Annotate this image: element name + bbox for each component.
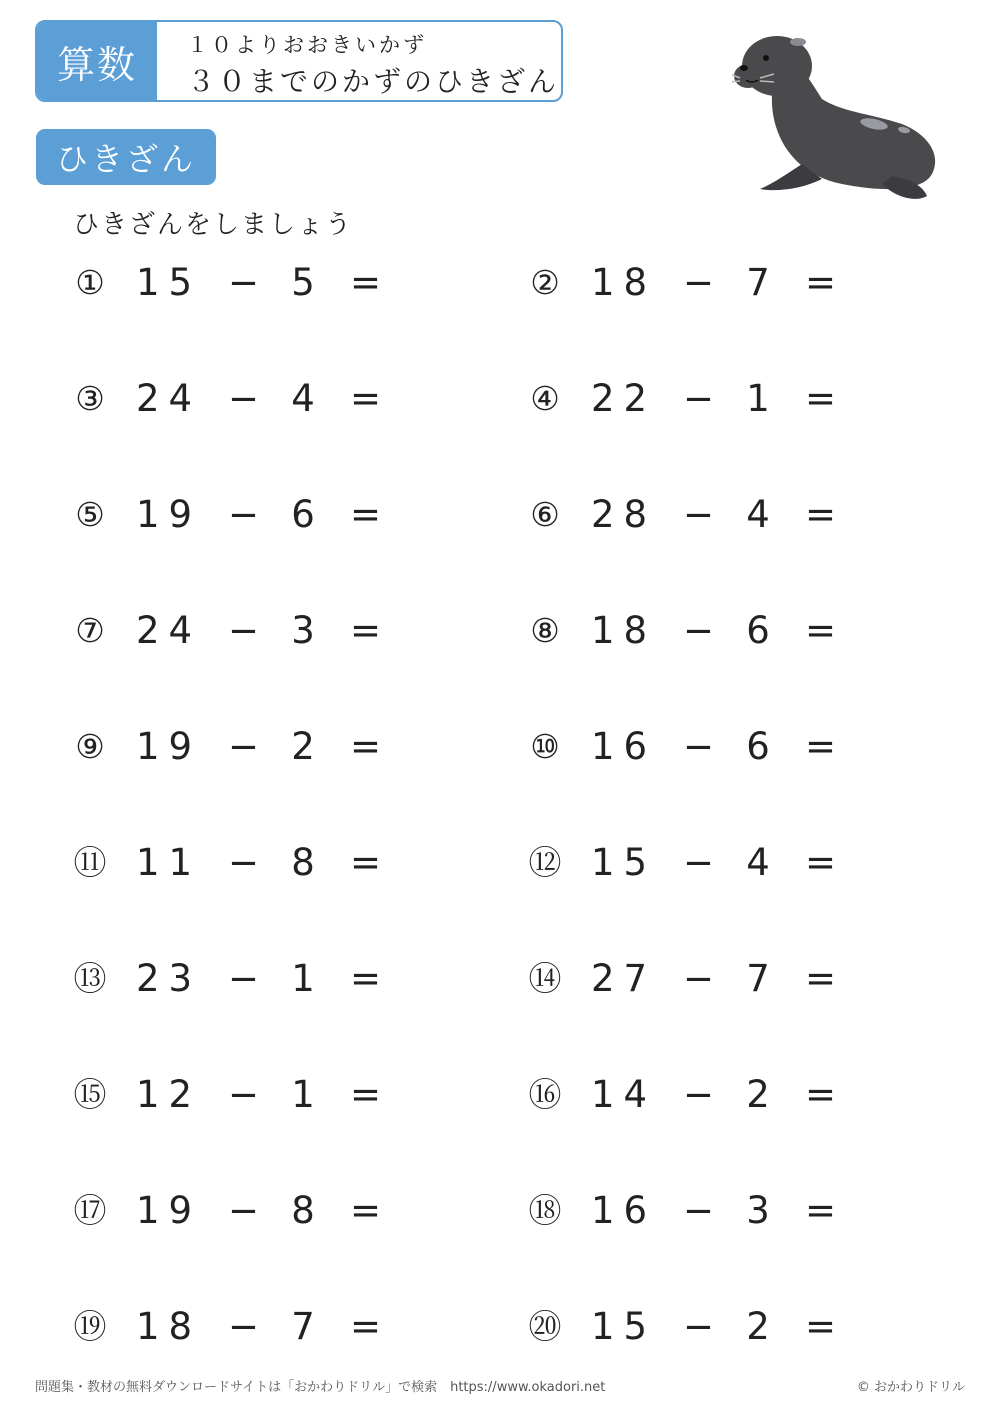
problem-item bbox=[525, 258, 885, 308]
problem-number: ④ bbox=[530, 379, 560, 418]
subtrahend: 3 bbox=[291, 609, 315, 652]
problem-item bbox=[70, 490, 430, 540]
problem-item bbox=[525, 1186, 885, 1236]
problem-number: ⑮ bbox=[73, 1075, 107, 1114]
problem-item bbox=[70, 258, 430, 308]
equals-sign: = bbox=[350, 725, 382, 768]
subtrahend: 1 bbox=[746, 377, 770, 420]
equals-sign: = bbox=[805, 261, 837, 304]
subtrahend: 4 bbox=[746, 493, 770, 536]
problem-number: ⑨ bbox=[75, 727, 105, 766]
minus-sign: − bbox=[228, 609, 260, 652]
minus-sign: − bbox=[683, 493, 715, 536]
minuend: 15 bbox=[136, 261, 202, 304]
minus-sign: − bbox=[683, 957, 715, 1000]
problem-number: ⑪ bbox=[73, 843, 107, 882]
problem-item bbox=[70, 374, 430, 424]
instruction-text: ひきざんをしましょう bbox=[73, 210, 354, 240]
subtrahend: 8 bbox=[291, 1189, 315, 1232]
minuend: 18 bbox=[136, 1305, 202, 1348]
problem-number: ⑰ bbox=[73, 1191, 107, 1230]
minus-sign: − bbox=[228, 377, 260, 420]
minuend: 27 bbox=[591, 957, 657, 1000]
footer-copyright: © おかわりドリル bbox=[856, 1380, 965, 1395]
problem-number: ② bbox=[530, 263, 560, 302]
problem-item bbox=[525, 954, 885, 1004]
equals-sign: = bbox=[805, 1305, 837, 1348]
minus-sign: − bbox=[683, 725, 715, 768]
equals-sign: = bbox=[805, 1073, 837, 1116]
equals-sign: = bbox=[805, 1189, 837, 1232]
minuend: 18 bbox=[591, 261, 657, 304]
subtrahend: 8 bbox=[291, 841, 315, 884]
subtrahend: 3 bbox=[746, 1189, 770, 1232]
minuend: 18 bbox=[591, 609, 657, 652]
problem-item bbox=[70, 954, 430, 1004]
problem-number: ① bbox=[75, 263, 105, 302]
minus-sign: − bbox=[228, 1073, 260, 1116]
minuend: 28 bbox=[591, 493, 657, 536]
footer-site-text: 問題集・教材の無料ダウンロードサイトは「おかわりドリル」で検索 https://www.okadori.net bbox=[35, 1380, 606, 1395]
minus-sign: − bbox=[228, 261, 260, 304]
subtrahend: 2 bbox=[291, 725, 315, 768]
equals-sign: = bbox=[350, 493, 382, 536]
equals-sign: = bbox=[805, 493, 837, 536]
problem-number: ⑱ bbox=[528, 1191, 562, 1230]
equals-sign: = bbox=[350, 957, 382, 1000]
minuend: 24 bbox=[136, 377, 202, 420]
subtrahend: 6 bbox=[746, 725, 770, 768]
minuend: 12 bbox=[136, 1073, 202, 1116]
subtrahend: 2 bbox=[746, 1073, 770, 1116]
equals-sign: = bbox=[805, 377, 837, 420]
worksheet-subtitle: １０よりおおきいかず bbox=[187, 33, 427, 57]
problem-item bbox=[525, 490, 885, 540]
minus-sign: − bbox=[228, 1189, 260, 1232]
equals-sign: = bbox=[350, 1189, 382, 1232]
minuend: 15 bbox=[591, 1305, 657, 1348]
minuend: 16 bbox=[591, 1189, 657, 1232]
problem-item bbox=[70, 722, 430, 772]
minuend: 22 bbox=[591, 377, 657, 420]
problem-item bbox=[525, 838, 885, 888]
minus-sign: − bbox=[683, 261, 715, 304]
problem-number: ⑬ bbox=[73, 959, 107, 998]
problem-item bbox=[70, 1070, 430, 1120]
minuend: 19 bbox=[136, 1189, 202, 1232]
minus-sign: − bbox=[683, 377, 715, 420]
subtrahend: 6 bbox=[291, 493, 315, 536]
subtrahend: 7 bbox=[746, 957, 770, 1000]
subtrahend: 2 bbox=[746, 1305, 770, 1348]
minus-sign: − bbox=[228, 957, 260, 1000]
subtrahend: 1 bbox=[291, 1073, 315, 1116]
problem-number: ⑩ bbox=[530, 727, 560, 766]
minuend: 19 bbox=[136, 493, 202, 536]
minuend: 19 bbox=[136, 725, 202, 768]
problem-number: ⑥ bbox=[530, 495, 560, 534]
worksheet-title: ３０までのかずのひきざん bbox=[187, 65, 560, 98]
equals-sign: = bbox=[350, 377, 382, 420]
minuend: 16 bbox=[591, 725, 657, 768]
equals-sign: = bbox=[350, 1305, 382, 1348]
minus-sign: − bbox=[228, 725, 260, 768]
problem-item bbox=[70, 838, 430, 888]
problem-item bbox=[70, 1302, 430, 1352]
equals-sign: = bbox=[350, 609, 382, 652]
minus-sign: − bbox=[683, 1073, 715, 1116]
problem-number: ⑤ bbox=[75, 495, 105, 534]
problem-item bbox=[525, 722, 885, 772]
minuend: 14 bbox=[591, 1073, 657, 1116]
problem-number: ③ bbox=[75, 379, 105, 418]
equals-sign: = bbox=[350, 1073, 382, 1116]
problem-number: ⑯ bbox=[528, 1075, 562, 1114]
problem-item bbox=[525, 1070, 885, 1120]
problem-number: ⑫ bbox=[528, 843, 562, 882]
minus-sign: − bbox=[683, 609, 715, 652]
minus-sign: − bbox=[683, 1189, 715, 1232]
problem-number: ⑧ bbox=[530, 611, 560, 650]
problem-item bbox=[525, 606, 885, 656]
subtrahend: 4 bbox=[291, 377, 315, 420]
minus-sign: − bbox=[228, 493, 260, 536]
equals-sign: = bbox=[805, 957, 837, 1000]
equals-sign: = bbox=[350, 841, 382, 884]
equals-sign: = bbox=[805, 725, 837, 768]
subtrahend: 1 bbox=[291, 957, 315, 1000]
equals-sign: = bbox=[805, 841, 837, 884]
section-label: ひきざん bbox=[36, 129, 216, 185]
subtrahend: 6 bbox=[746, 609, 770, 652]
equals-sign: = bbox=[805, 609, 837, 652]
minus-sign: − bbox=[683, 1305, 715, 1348]
problem-item bbox=[525, 1302, 885, 1352]
subtrahend: 5 bbox=[291, 261, 315, 304]
equals-sign: = bbox=[350, 261, 382, 304]
subtrahend: 7 bbox=[291, 1305, 315, 1348]
problem-number: ⑦ bbox=[75, 611, 105, 650]
problem-number: ⑲ bbox=[73, 1307, 107, 1346]
minus-sign: − bbox=[228, 1305, 260, 1348]
minus-sign: − bbox=[228, 841, 260, 884]
subtrahend: 7 bbox=[746, 261, 770, 304]
minuend: 24 bbox=[136, 609, 202, 652]
problem-number: ⑳ bbox=[528, 1307, 562, 1346]
subtrahend: 4 bbox=[746, 841, 770, 884]
problem-item bbox=[70, 1186, 430, 1236]
minus-sign: − bbox=[683, 841, 715, 884]
problem-item bbox=[525, 374, 885, 424]
minuend: 15 bbox=[591, 841, 657, 884]
problem-number: ⑭ bbox=[528, 959, 562, 998]
problem-item bbox=[70, 606, 430, 656]
subject-badge: 算数 bbox=[37, 22, 157, 100]
minuend: 11 bbox=[136, 841, 202, 884]
minuend: 23 bbox=[136, 957, 202, 1000]
